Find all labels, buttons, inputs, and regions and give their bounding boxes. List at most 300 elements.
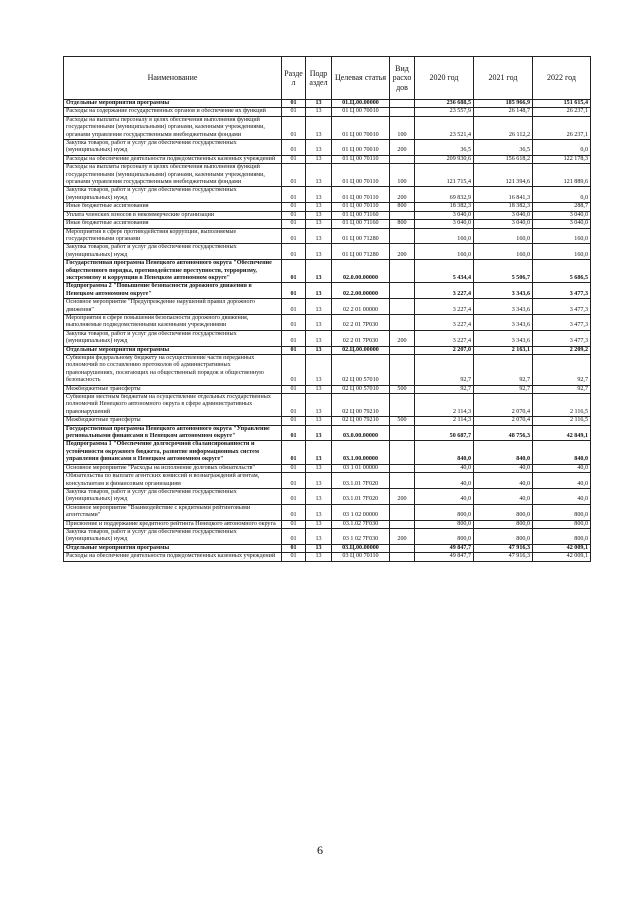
- row-2021: 2 070,4: [474, 417, 533, 425]
- row-target: 02 Ц 00 79210: [332, 417, 390, 425]
- row-vid: 200: [390, 140, 415, 156]
- row-podrazdel: 13: [306, 244, 332, 260]
- row-2020: 3 227,4: [415, 330, 474, 346]
- table-row: [64, 528, 591, 544]
- table-row: [64, 108, 591, 116]
- row-name: Государственная программа Ненецкого автономного округа "Управление региональными финансами в Ненецком автономном округе": [64, 425, 282, 441]
- row-name: Межбюджетные трансферты: [64, 385, 282, 393]
- row-podrazdel: 13: [306, 441, 332, 464]
- row-razdel: 01: [282, 116, 306, 139]
- row-razdel: 01: [282, 330, 306, 346]
- row-2021: 40,0: [474, 488, 533, 504]
- table-row: [64, 464, 591, 472]
- table-row: [64, 100, 591, 108]
- row-podrazdel: 13: [306, 464, 332, 472]
- row-2020: 5 434,4: [415, 260, 474, 283]
- row-razdel: 01: [282, 355, 306, 386]
- row-2021: 26 112,2: [474, 116, 533, 139]
- table-row: [64, 116, 591, 139]
- row-razdel: 01: [282, 211, 306, 219]
- row-name: Иные бюджетные ассигнования: [64, 220, 282, 228]
- row-razdel: 01: [282, 314, 306, 330]
- row-podrazdel: 13: [306, 488, 332, 504]
- row-target: 03 1 01 00000: [332, 464, 390, 472]
- row-vid: [390, 473, 415, 489]
- row-name: Мероприятия в сфере повышения безопасности дорожного движения, выполняемые подведомственными казенными учреждениями: [64, 314, 282, 330]
- row-2022: 40,0: [533, 473, 591, 489]
- row-2020: 800,0: [415, 528, 474, 544]
- table-row: [64, 346, 591, 354]
- row-name: Подпрограмма 2 "Повышение безопасности дорожного движения в Ненецком автономном округе": [64, 283, 282, 299]
- row-name: Подпрограмма 1 "Обеспечение долгосрочной сбалансированности и устойчивости окружного бюджета, развитие информационных систем управления финансами в Ненецком автономном округе": [64, 441, 282, 464]
- row-razdel: 01: [282, 220, 306, 228]
- row-name: Основное мероприятие "Предупреждение нарушений правил дорожного движения": [64, 299, 282, 315]
- table-row: [64, 553, 591, 561]
- row-podrazdel: 13: [306, 211, 332, 219]
- row-target: 02 2 01 7Р030: [332, 330, 390, 346]
- table-row: [64, 299, 591, 315]
- row-target: 01 Ц 00 70010: [332, 140, 390, 156]
- row-vid: 800: [390, 220, 415, 228]
- row-vid: 500: [390, 417, 415, 425]
- row-vid: 100: [390, 164, 415, 187]
- row-2020: 800,0: [415, 520, 474, 528]
- row-2021: 5 506,7: [474, 260, 533, 283]
- row-2021: 840,0: [474, 441, 533, 464]
- header-2021: 2021 год: [474, 57, 533, 100]
- row-razdel: 01: [282, 100, 306, 108]
- row-vid: 200: [390, 187, 415, 203]
- row-vid: [390, 441, 415, 464]
- row-razdel: 01: [282, 283, 306, 299]
- row-2022: 40,0: [533, 464, 591, 472]
- row-2021: 47 916,3: [474, 553, 533, 561]
- row-2022: 3 040,0: [533, 220, 591, 228]
- row-target: 03 Ц 00 70110: [332, 553, 390, 561]
- row-name: Закупка товаров, работ и услуг для обеспечения государственных (муниципальных) нужд: [64, 330, 282, 346]
- row-2022: 92,7: [533, 385, 591, 393]
- row-target: 01.Ц.00.00000: [332, 100, 390, 108]
- row-2021: 92,7: [474, 385, 533, 393]
- table-row: [64, 488, 591, 504]
- row-target: 03.1.01 7F020: [332, 473, 390, 489]
- row-2020: 23 521,4: [415, 116, 474, 139]
- row-razdel: 01: [282, 203, 306, 211]
- row-name: Отдельные мероприятия программы: [64, 100, 282, 108]
- row-2022: 0,0: [533, 187, 591, 203]
- row-razdel: 01: [282, 553, 306, 561]
- table-row: [64, 314, 591, 330]
- row-razdel: 01: [282, 164, 306, 187]
- row-target: 03.Ц.00.00000: [332, 544, 390, 552]
- table-row: [64, 211, 591, 219]
- table-row: [64, 355, 591, 386]
- row-vid: 200: [390, 488, 415, 504]
- row-2020: 36,5: [415, 140, 474, 156]
- row-name: Государственная программа Ненецкого автономного округа "Обеспечение общественного порядка, противодействие преступности, терроризму, экстремизму и коррупции в Ненецком автономном округе": [64, 260, 282, 283]
- table-row: [64, 425, 591, 441]
- row-name: Обязательства по выплате агентских комиссий и вознаграждений агентам, консультантам и финансовым организациям: [64, 473, 282, 489]
- row-name: Отдельные мероприятия программы: [64, 544, 282, 552]
- row-vid: 100: [390, 116, 415, 139]
- table-row: [64, 385, 591, 393]
- row-name: Закупка товаров, работ и услуг для обеспечения государственных (муниципальных) нужд: [64, 488, 282, 504]
- row-2020: 40,0: [415, 464, 474, 472]
- header-2022: 2022 год: [533, 57, 591, 100]
- table-row: [64, 504, 591, 520]
- table-row: [64, 228, 591, 244]
- row-podrazdel: 13: [306, 473, 332, 489]
- row-target: 03 1 02 7F030: [332, 528, 390, 544]
- header-podrazdel: Подр аздел: [306, 57, 332, 100]
- row-2022: 3 477,3: [533, 330, 591, 346]
- row-2021: 3 343,6: [474, 330, 533, 346]
- row-target: 01 Ц 00 70110: [332, 164, 390, 187]
- row-2022: 3 040,0: [533, 211, 591, 219]
- row-vid: 200: [390, 528, 415, 544]
- row-podrazdel: 13: [306, 553, 332, 561]
- row-2020: 209 930,6: [415, 155, 474, 163]
- row-name: Основное мероприятие "Расходы на исполнение долговых обязательств": [64, 464, 282, 472]
- row-podrazdel: 13: [306, 100, 332, 108]
- row-name: Мероприятия в сфере противодействия коррупции, выполняемые государственными органами: [64, 228, 282, 244]
- row-target: 02.0.00.00000: [332, 260, 390, 283]
- header-razdel: Разде л: [282, 57, 306, 100]
- budget-table-sheet: [63, 56, 590, 562]
- row-target: 01 Ц 00 70110: [332, 187, 390, 203]
- row-vid: [390, 464, 415, 472]
- row-2022: 42 009,1: [533, 544, 591, 552]
- table-row: [64, 330, 591, 346]
- row-razdel: 01: [282, 385, 306, 393]
- row-2020: 69 832,9: [415, 187, 474, 203]
- row-target: 03 1 02 00000: [332, 504, 390, 520]
- row-2022: 288,7: [533, 203, 591, 211]
- row-vid: [390, 394, 415, 417]
- row-2020: 2 207,0: [415, 346, 474, 354]
- row-podrazdel: 13: [306, 140, 332, 156]
- row-name: Субвенции местным бюджетам на осуществление отдельных государственных полномочий Ненецкого автономного округа в сфере административных правонарушений: [64, 394, 282, 417]
- row-name: Основное мероприятие "Взаимодействие с кредитными рейтинговыми агентствами": [64, 504, 282, 520]
- row-2020: 800,0: [415, 504, 474, 520]
- row-2022: 0,0: [533, 140, 591, 156]
- row-2021: 3 343,6: [474, 299, 533, 315]
- row-target: 02 Ц 00 57010: [332, 385, 390, 393]
- row-2021: 3 343,6: [474, 283, 533, 299]
- row-2022: 121 889,6: [533, 164, 591, 187]
- row-target: 03.1.00.00000: [332, 441, 390, 464]
- row-name: Межбюджетные трансферты: [64, 417, 282, 425]
- row-name: Расходы на выплаты персоналу в целях обеспечения выполнения функций государственными (муниципальными) органами, казенными учреждениями, органами управления государственными внебюджетными фондами: [64, 164, 282, 187]
- row-target: 01 Ц 00 71160: [332, 211, 390, 219]
- row-2022: 151 615,4: [533, 100, 591, 108]
- row-2022: 800,0: [533, 520, 591, 528]
- row-name: Иные бюджетные ассигнования: [64, 203, 282, 211]
- row-podrazdel: 13: [306, 108, 332, 116]
- table-row: [64, 244, 591, 260]
- row-target: 02 2 01 7Р030: [332, 314, 390, 330]
- row-2020: 840,0: [415, 441, 474, 464]
- row-2022: 840,0: [533, 441, 591, 464]
- row-podrazdel: 13: [306, 528, 332, 544]
- row-vid: 500: [390, 385, 415, 393]
- row-target: 01 Ц 00 70010: [332, 108, 390, 116]
- row-name: Уплата членских взносов в некоммерческие организации: [64, 211, 282, 219]
- row-2022: 2 209,2: [533, 346, 591, 354]
- row-razdel: 01: [282, 187, 306, 203]
- row-2021: 26 148,7: [474, 108, 533, 116]
- row-vid: [390, 346, 415, 354]
- row-name: Расходы на содержание государственных органов и обеспечение их функций: [64, 108, 282, 116]
- row-razdel: 01: [282, 504, 306, 520]
- table-row: [64, 441, 591, 464]
- row-2020: 18 382,3: [415, 203, 474, 211]
- row-2021: 3 343,6: [474, 314, 533, 330]
- row-2021: 185 966,9: [474, 100, 533, 108]
- row-2021: 3 040,0: [474, 211, 533, 219]
- row-2020: 3 040,0: [415, 211, 474, 219]
- row-2021: 800,0: [474, 528, 533, 544]
- row-name: Расходы на обеспечение деятельности подведомственных казенных учреждений: [64, 553, 282, 561]
- row-name: Расходы на обеспечение деятельности подведомственных казенных учреждений: [64, 155, 282, 163]
- row-razdel: 01: [282, 473, 306, 489]
- header-target: Целевая статья: [332, 57, 390, 100]
- row-2021: 2 070,4: [474, 394, 533, 417]
- row-vid: [390, 228, 415, 244]
- row-2020: 49 847,7: [415, 553, 474, 561]
- table-row: [64, 394, 591, 417]
- row-razdel: 01: [282, 520, 306, 528]
- row-podrazdel: 13: [306, 228, 332, 244]
- row-target: 01 Ц 00 70110: [332, 155, 390, 163]
- table-row: [64, 283, 591, 299]
- row-razdel: 01: [282, 425, 306, 441]
- row-2022: 160,0: [533, 244, 591, 260]
- row-vid: [390, 100, 415, 108]
- row-2021: 156 618,2: [474, 155, 533, 163]
- row-2022: 2 116,5: [533, 394, 591, 417]
- row-2021: 40,0: [474, 464, 533, 472]
- row-vid: [390, 544, 415, 552]
- table-body: [64, 100, 591, 562]
- row-2021: 800,0: [474, 504, 533, 520]
- row-podrazdel: 13: [306, 155, 332, 163]
- row-podrazdel: 13: [306, 299, 332, 315]
- row-podrazdel: 13: [306, 394, 332, 417]
- row-2022: 800,0: [533, 528, 591, 544]
- table-header-row: [64, 57, 591, 100]
- table-row: [64, 260, 591, 283]
- row-2022: 92,7: [533, 355, 591, 386]
- row-vid: [390, 355, 415, 386]
- row-2020: 3 227,4: [415, 283, 474, 299]
- row-vid: [390, 299, 415, 315]
- row-2021: 16 841,3: [474, 187, 533, 203]
- row-vid: [390, 504, 415, 520]
- row-2021: 2 163,1: [474, 346, 533, 354]
- row-2020: 92,7: [415, 385, 474, 393]
- row-name: Расходы на выплаты персоналу в целях обеспечения выполнения функций государственными (муниципальными) органами, казенными учреждениями, органами управления государственными внебюджетными фондами: [64, 116, 282, 139]
- row-vid: [390, 425, 415, 441]
- row-podrazdel: 13: [306, 260, 332, 283]
- table-row: [64, 520, 591, 528]
- row-name: Закупка товаров, работ и услуг для обеспечения государственных (муниципальных) нужд: [64, 187, 282, 203]
- row-2021: 18 382,3: [474, 203, 533, 211]
- row-2022: 3 477,3: [533, 283, 591, 299]
- row-2022: 2 116,5: [533, 417, 591, 425]
- row-target: 01 Ц 00 71280: [332, 244, 390, 260]
- row-2020: 40,0: [415, 473, 474, 489]
- row-2022: 5 686,5: [533, 260, 591, 283]
- row-2022: 800,0: [533, 504, 591, 520]
- row-razdel: 01: [282, 140, 306, 156]
- row-razdel: 01: [282, 544, 306, 552]
- row-2020: 2 114,3: [415, 417, 474, 425]
- row-2021: 40,0: [474, 473, 533, 489]
- row-vid: [390, 283, 415, 299]
- row-vid: 200: [390, 330, 415, 346]
- row-2022: 3 477,3: [533, 314, 591, 330]
- row-podrazdel: 13: [306, 355, 332, 386]
- row-podrazdel: 13: [306, 203, 332, 211]
- row-razdel: 01: [282, 260, 306, 283]
- header-2020: 2020 год: [415, 57, 474, 100]
- row-2020: 2 114,3: [415, 394, 474, 417]
- row-vid: [390, 553, 415, 561]
- row-podrazdel: 13: [306, 385, 332, 393]
- row-razdel: 01: [282, 108, 306, 116]
- row-2021: 47 916,3: [474, 544, 533, 552]
- row-target: 03.1.01 7F020: [332, 488, 390, 504]
- row-vid: 800: [390, 203, 415, 211]
- row-target: 02 Ц 00 57010: [332, 355, 390, 386]
- budget-table: [63, 56, 591, 562]
- row-podrazdel: 13: [306, 283, 332, 299]
- row-2020: 160,0: [415, 228, 474, 244]
- row-razdel: 01: [282, 299, 306, 315]
- table-row: [64, 155, 591, 163]
- row-razdel: 01: [282, 417, 306, 425]
- row-podrazdel: 13: [306, 314, 332, 330]
- row-2022: 122 178,3: [533, 155, 591, 163]
- row-target: 02.2.00.00000: [332, 283, 390, 299]
- row-2020: 3 040,0: [415, 220, 474, 228]
- row-name: Закупка товаров, работ и услуг для обеспечения государственных (муниципальных) нужд: [64, 140, 282, 156]
- row-2020: 92,7: [415, 355, 474, 386]
- row-2021: 121 394,6: [474, 164, 533, 187]
- row-name: Закупка товаров, работ и услуг для обеспечения государственных (муниципальных) нужд: [64, 528, 282, 544]
- header-name: Наименование: [64, 57, 282, 100]
- row-2020: 50 687,7: [415, 425, 474, 441]
- row-2022: 42 009,1: [533, 553, 591, 561]
- row-2022: 40,0: [533, 488, 591, 504]
- row-target: 01 Ц 00 70010: [332, 116, 390, 139]
- row-2020: 3 227,4: [415, 314, 474, 330]
- row-target: 03.1.02 7F030: [332, 520, 390, 528]
- row-2022: 160,0: [533, 228, 591, 244]
- row-2020: 40,0: [415, 488, 474, 504]
- row-razdel: 01: [282, 464, 306, 472]
- row-target: 01 Ц 00 71160: [332, 220, 390, 228]
- row-vid: [390, 260, 415, 283]
- row-2021: 36,5: [474, 140, 533, 156]
- row-razdel: 01: [282, 488, 306, 504]
- row-razdel: 01: [282, 244, 306, 260]
- row-2022: 42 849,1: [533, 425, 591, 441]
- row-vid: [390, 108, 415, 116]
- row-2021: 800,0: [474, 520, 533, 528]
- row-podrazdel: 13: [306, 417, 332, 425]
- row-razdel: 01: [282, 441, 306, 464]
- page-number: 6: [317, 843, 323, 857]
- table-row: [64, 140, 591, 156]
- row-name: Присвоение и поддержание кредитного рейтинга Ненецкого автономного округа: [64, 520, 282, 528]
- row-2021: 160,0: [474, 244, 533, 260]
- row-2020: 23 557,9: [415, 108, 474, 116]
- row-2021: 48 756,3: [474, 425, 533, 441]
- row-2020: 49 847,7: [415, 544, 474, 552]
- row-target: 01 Ц 00 70110: [332, 203, 390, 211]
- row-2020: 121 715,4: [415, 164, 474, 187]
- row-razdel: 01: [282, 228, 306, 244]
- row-podrazdel: 13: [306, 504, 332, 520]
- row-podrazdel: 13: [306, 330, 332, 346]
- row-2020: 236 688,5: [415, 100, 474, 108]
- row-razdel: 01: [282, 528, 306, 544]
- row-name: Закупка товаров, работ и услуг для обеспечения государственных (муниципальных) нужд: [64, 244, 282, 260]
- row-2022: 3 477,3: [533, 299, 591, 315]
- row-podrazdel: 13: [306, 164, 332, 187]
- row-2020: 3 227,4: [415, 299, 474, 315]
- table-row: [64, 220, 591, 228]
- table-row: [64, 473, 591, 489]
- table-row: [64, 187, 591, 203]
- row-target: 03.0.00.00000: [332, 425, 390, 441]
- row-vid: [390, 155, 415, 163]
- row-podrazdel: 13: [306, 520, 332, 528]
- row-2021: 160,0: [474, 228, 533, 244]
- row-razdel: 01: [282, 394, 306, 417]
- row-podrazdel: 13: [306, 346, 332, 354]
- row-name: Субвенция федеральному бюджету на осуществление части переданных полномочий по составлению протоколов об административных правонарушениях, посягающих на общественный порядок и общественную безопасность: [64, 355, 282, 386]
- row-vid: [390, 314, 415, 330]
- row-2020: 160,0: [415, 244, 474, 260]
- row-podrazdel: 13: [306, 544, 332, 552]
- row-target: 02 Ц 00 79210: [332, 394, 390, 417]
- table-row: [64, 203, 591, 211]
- row-podrazdel: 13: [306, 220, 332, 228]
- header-vid: Вид расхо дов: [390, 57, 415, 100]
- row-target: 02 2 01 00000: [332, 299, 390, 315]
- row-2021: 3 040,0: [474, 220, 533, 228]
- row-name: Отдельные мероприятия программы: [64, 346, 282, 354]
- row-vid: 200: [390, 244, 415, 260]
- row-podrazdel: 13: [306, 116, 332, 139]
- row-2022: 26 237,1: [533, 108, 591, 116]
- table-row: [64, 164, 591, 187]
- row-vid: [390, 520, 415, 528]
- row-razdel: 01: [282, 155, 306, 163]
- row-vid: [390, 211, 415, 219]
- row-target: 02.Ц.00.00000: [332, 346, 390, 354]
- row-podrazdel: 13: [306, 187, 332, 203]
- table-row: [64, 417, 591, 425]
- table-row: [64, 544, 591, 552]
- row-podrazdel: 13: [306, 425, 332, 441]
- row-2022: 26 237,1: [533, 116, 591, 139]
- row-target: 01 Ц 00 71280: [332, 228, 390, 244]
- row-razdel: 01: [282, 346, 306, 354]
